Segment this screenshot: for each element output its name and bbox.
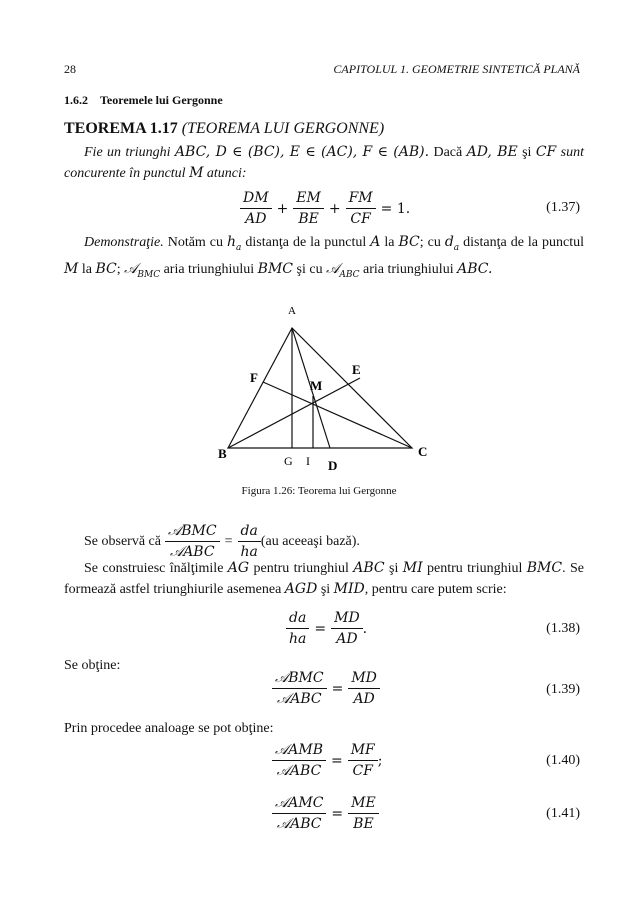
- text: Se construiesc înălţimile: [84, 561, 228, 576]
- cevian-be: [228, 378, 360, 448]
- fraction: [348, 795, 379, 832]
- text: aria triunghiului: [359, 261, 458, 277]
- fraction: [348, 670, 380, 707]
- fraction: [165, 523, 220, 560]
- equation-number: (1.39): [546, 682, 580, 697]
- math: ABC, D ∈ (BC), E ∈ (AC), F ∈ (AB).: [174, 144, 430, 160]
- text: la: [78, 261, 96, 277]
- figure-caption: Figura 1.26: Teorema lui Gergonne: [241, 485, 397, 497]
- denominator: ha: [240, 544, 258, 560]
- text: distanţa de la punctul: [241, 235, 371, 250]
- text: (au aceeaşi bază).: [260, 533, 360, 549]
- fraction: [293, 190, 324, 227]
- denominator: CF: [352, 763, 373, 779]
- text: distanţa de la punctul: [459, 235, 584, 250]
- numerator: EM: [293, 190, 324, 209]
- denominator: 𝒜ABC: [276, 763, 322, 779]
- operator: =: [331, 805, 344, 822]
- math: ABC.: [457, 260, 493, 277]
- math: A: [370, 234, 381, 250]
- text: pentru triunghiul: [249, 561, 354, 576]
- theorem-statement: [64, 142, 584, 184]
- label-m: M: [310, 378, 323, 393]
- proof-paragraph: [64, 232, 584, 286]
- math: 𝒜: [124, 260, 138, 277]
- analog-text: Prin procedee analoage se pot obţine:: [64, 721, 274, 736]
- text: şi cu: [293, 261, 327, 277]
- equals-one: = 1.: [380, 200, 411, 217]
- math: AG: [227, 560, 250, 576]
- text: ; cu: [419, 235, 445, 250]
- cevian-cf: [263, 382, 412, 448]
- equation-1-40: [272, 742, 383, 779]
- label-a: A: [288, 305, 296, 317]
- denominator: ha: [289, 631, 307, 647]
- numerator: da: [238, 523, 261, 542]
- math: ABC: [353, 560, 385, 576]
- numerator: MF: [348, 742, 378, 761]
- page-number: 28: [64, 62, 76, 76]
- equation-number: (1.38): [546, 621, 580, 636]
- math: MI: [402, 560, 423, 576]
- label-g: G: [284, 454, 293, 468]
- punctuation: .: [362, 620, 368, 637]
- numerator: 𝒜AMC: [272, 795, 326, 814]
- label-f: F: [250, 370, 258, 385]
- denominator: AD: [353, 691, 375, 707]
- text: şi: [384, 561, 403, 576]
- numerator: MD: [348, 670, 380, 689]
- operator: +: [328, 200, 341, 217]
- label-i: I: [306, 454, 310, 468]
- label-b: B: [218, 446, 227, 461]
- denominator: CF: [350, 211, 371, 227]
- denominator: BE: [353, 816, 374, 832]
- theorem-label: TEOREMA 1.17: [64, 120, 178, 137]
- operator: =: [224, 533, 233, 549]
- section-number: 1.6.2: [64, 93, 88, 107]
- numerator: 𝒜BMC: [272, 670, 327, 689]
- equation-number: (1.37): [546, 200, 580, 215]
- theorem-title: [64, 120, 384, 138]
- math: BMC: [526, 560, 563, 576]
- section-title: Teoremele lui Gergonne: [100, 93, 223, 107]
- fraction: [331, 610, 363, 647]
- fraction: [286, 610, 309, 647]
- denominator: 𝒜ABC: [276, 691, 322, 707]
- math: BMC: [137, 269, 161, 280]
- text: sunt concurente în punctul: [64, 145, 584, 181]
- label-e: E: [352, 362, 361, 377]
- numerator: DM: [240, 190, 272, 209]
- label-d: D: [328, 458, 338, 473]
- text: atunci:: [203, 166, 247, 181]
- section-heading: [64, 93, 223, 108]
- operator: =: [331, 680, 344, 697]
- math: CF: [535, 144, 557, 160]
- math: BMC: [257, 260, 294, 277]
- text: ;: [116, 261, 125, 277]
- denominator: 𝒜ABC: [169, 544, 215, 560]
- math: ABC: [339, 269, 360, 280]
- math: 𝒜: [326, 260, 340, 277]
- operator: +: [276, 200, 289, 217]
- text: Dacă: [429, 145, 467, 160]
- numerator: 𝒜AMB: [272, 742, 326, 761]
- fraction: [272, 795, 326, 832]
- text: Se observă că: [84, 533, 161, 549]
- equation-1-38: [286, 610, 367, 647]
- numerator: FM: [346, 190, 376, 209]
- theorem-name: (TEOREMA LUI GERGONNE): [181, 120, 385, 137]
- denominator: BE: [298, 211, 319, 227]
- numerator: MD: [331, 610, 363, 629]
- text: şi: [317, 582, 334, 597]
- operator: =: [330, 752, 343, 769]
- math: a: [236, 242, 242, 253]
- construction-paragraph: [64, 558, 584, 600]
- text: pentru triunghiul: [422, 561, 527, 576]
- punctuation: ;: [377, 752, 383, 769]
- numerator: ME: [348, 795, 379, 814]
- text: , pentru care putem scrie:: [364, 582, 507, 597]
- obtain-text: Se obţine:: [64, 658, 121, 673]
- denominator: 𝒜ABC: [276, 816, 322, 832]
- text: la: [380, 235, 399, 250]
- numerator: da: [286, 610, 309, 629]
- math: M: [189, 165, 204, 181]
- math: h: [227, 234, 237, 250]
- denominator: AD: [336, 631, 358, 647]
- observation-line: [84, 523, 360, 560]
- math: BC: [95, 260, 117, 277]
- text: Notăm cu: [163, 235, 228, 250]
- fraction: [237, 523, 260, 560]
- proof-label: Demonstraţie.: [84, 235, 164, 250]
- gergonne-figure: [200, 298, 440, 478]
- math: BC: [398, 234, 420, 250]
- fraction: [348, 742, 378, 779]
- fraction: [272, 742, 326, 779]
- math: AGD: [284, 581, 318, 597]
- denominator: AD: [245, 211, 267, 227]
- fraction: [346, 190, 376, 227]
- text: aria triunghiului: [160, 261, 258, 277]
- running-header: CAPITOLUL 1. GEOMETRIE SINTETICĂ PLANĂ: [333, 62, 580, 76]
- text: Fie un triunghi: [84, 145, 175, 160]
- math: AD, BE: [466, 144, 518, 160]
- math: a: [453, 242, 460, 253]
- equation-number: (1.40): [546, 753, 580, 768]
- math: MID: [333, 581, 365, 597]
- operator: =: [314, 620, 327, 637]
- equation-1-41: [272, 795, 379, 832]
- math: M: [64, 260, 79, 277]
- equation-1-39: [272, 670, 380, 707]
- math: d: [444, 234, 454, 250]
- fraction: [272, 670, 327, 707]
- equation-number: (1.41): [546, 806, 580, 821]
- label-c: C: [418, 444, 428, 459]
- text: şi: [517, 145, 536, 160]
- text: . Se formează astfel triunghiurile asemenea: [64, 561, 584, 597]
- fraction: [240, 190, 272, 227]
- equation-1-37: [240, 190, 415, 227]
- numerator: 𝒜BMC: [165, 523, 220, 542]
